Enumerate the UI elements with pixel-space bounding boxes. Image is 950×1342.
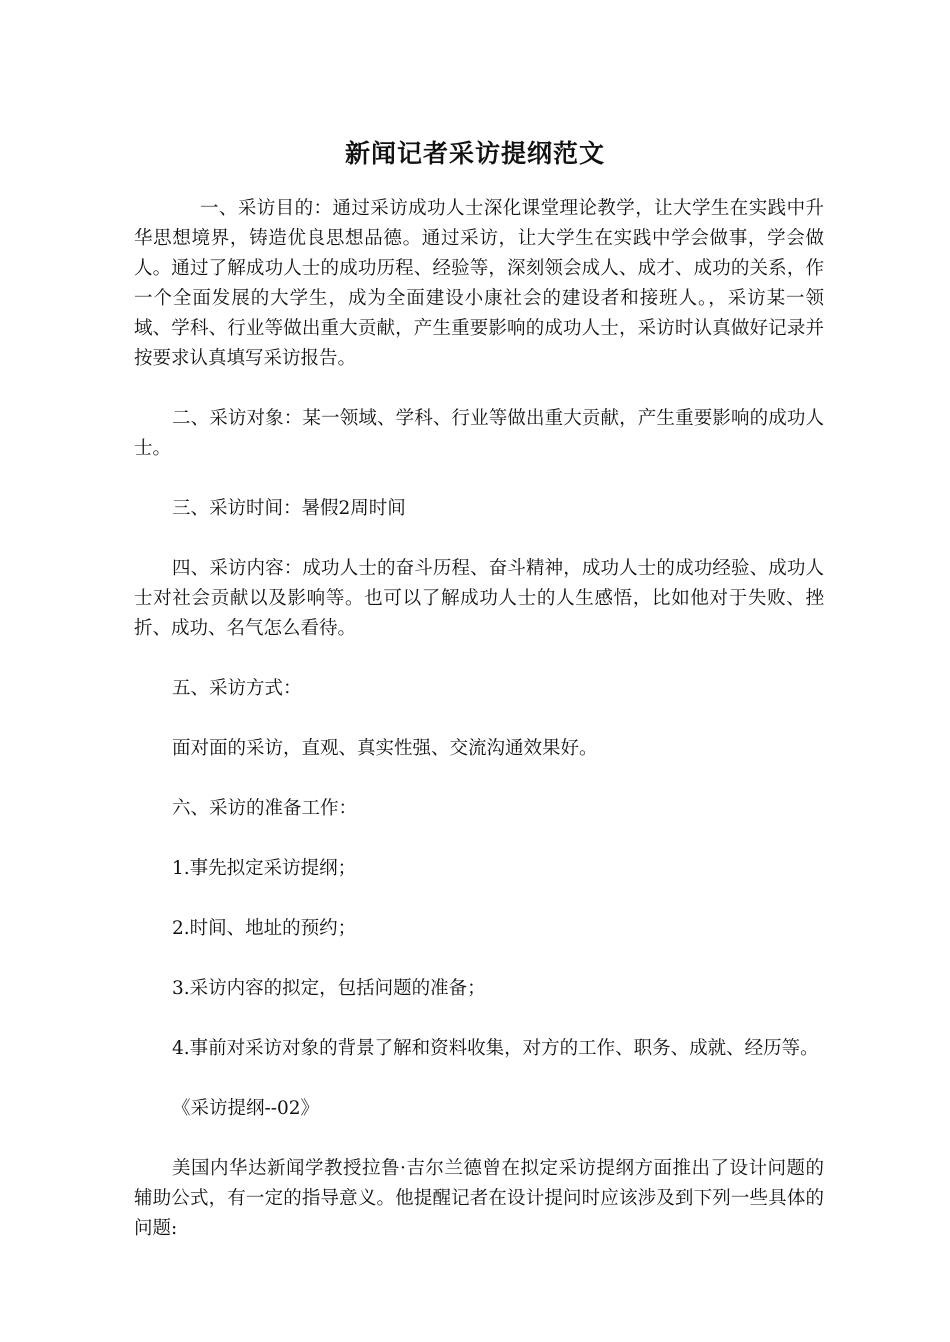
section-heading-outline-02: 《采访提纲--02》 <box>172 1098 320 1119</box>
list-item-1: 1.事先拟定采访提纲； <box>172 858 357 879</box>
paragraph-time: 三、采访时间：暑假2周时间 <box>172 498 406 519</box>
document-body <box>134 194 824 1244</box>
paragraph-method: 面对面的采访，直观、真实性强、交流沟通效果好。 <box>172 738 598 759</box>
document-title: 新闻记者采访提纲范文 <box>344 139 605 168</box>
list-item-4: 4.事前对采访对象的背景了解和资料收集，对方的工作、职务、成就、经历等。 <box>172 1038 819 1059</box>
list-item-3: 3.采访内容的拟定，包括问题的准备； <box>172 978 486 999</box>
paragraph-purpose: 一、采访目的：通过采访成功人士深化课堂理论教学，让大学生在实践中升华思想境界，铸造优良思想品德。通过采访，让大学生在实践中学会做事，学会做人。通过了解成功人士的成功历程、经验等，深刻领会成人、成才、成功的关系，作一个全面发展的大学生，成为全面建设小康社会的建设者和接班人。，采访某一领域、学科、行业等做出重大贡献，产生重要影响的成功人士，采访时认真做好记录并按要求认真填写采访报告。 <box>134 198 824 369</box>
list-item-2: 2.时间、地址的预约； <box>172 918 357 939</box>
paragraph-preparation-heading: 六、采访的准备工作： <box>172 798 358 819</box>
paragraph-method-heading: 五、采访方式： <box>172 678 302 699</box>
paragraph-content: 四、采访内容：成功人士的奋斗历程、奋斗精神，成功人士的成功经验、成功人士对社会贡献以及影响等。也可以了解成功人士的人生感悟，比如他对于失败、挫折、成功、名气怎么看待。 <box>134 558 824 639</box>
paragraph-gilland: 美国内华达新闻学教授拉鲁·吉尔兰德曾在拟定采访提纲方面推出了设计问题的辅助公式，有一定的指导意义。他提醒记者在设计提问时应该涉及到下列一些具体的问题: <box>134 1158 824 1239</box>
paragraph-subject: 二、采访对象：某一领域、学科、行业等做出重大贡献，产生重要影响的成功人士。 <box>134 408 824 459</box>
